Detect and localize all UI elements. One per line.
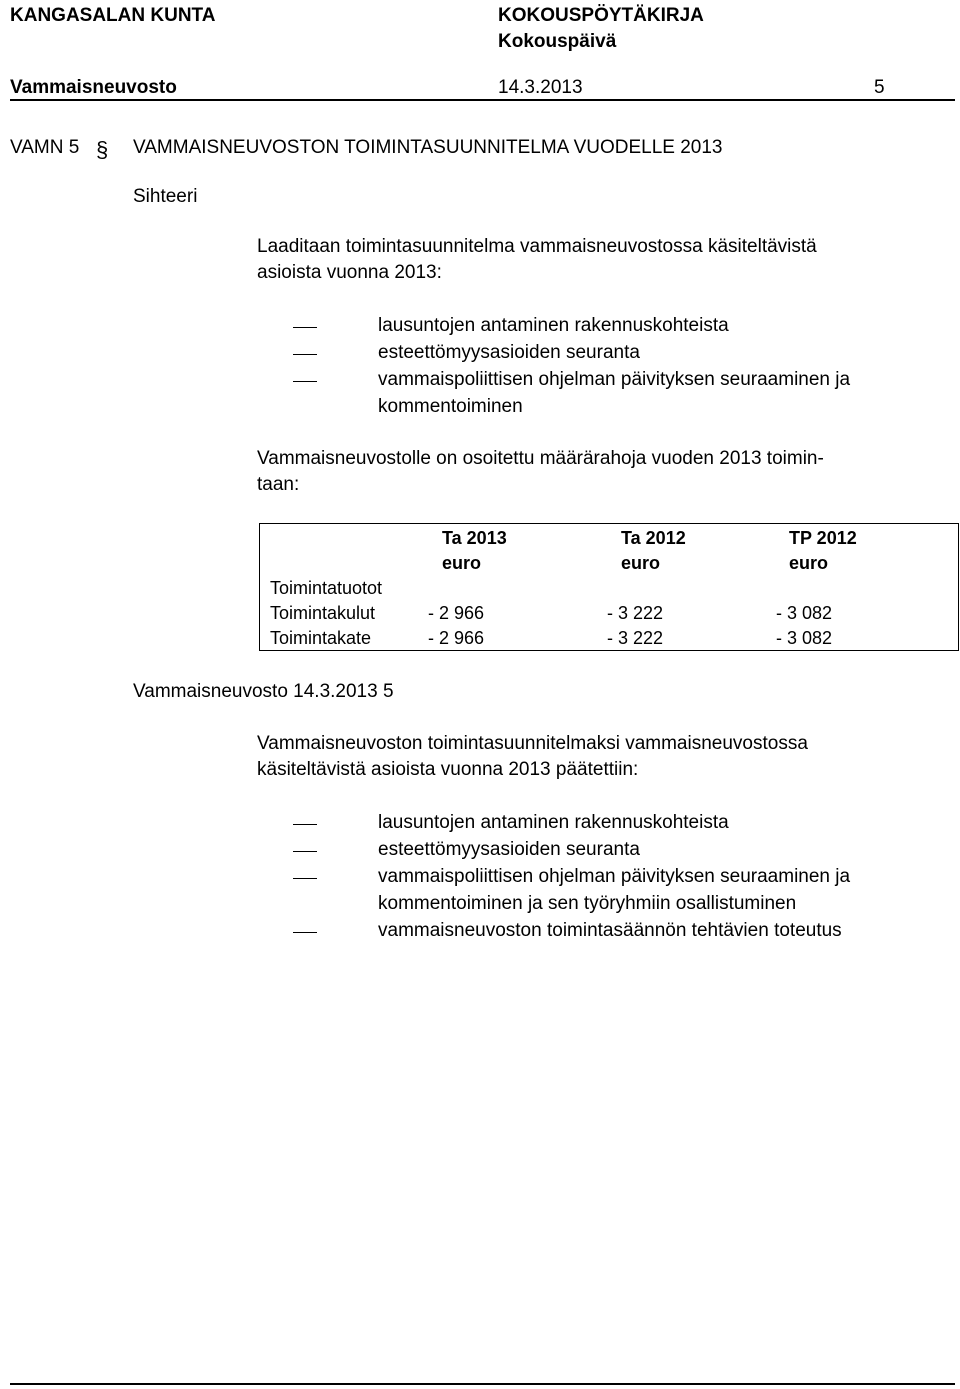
decision-intro-line: Vammaisneuvoston toimintasuunnitelmaksi vammaisneuvostossa	[257, 733, 808, 754]
meeting-date-label: Kokouspäivä	[498, 31, 617, 52]
bullet-dash	[293, 878, 317, 879]
list-item: lausuntojen antaminen rakennuskohteista	[378, 315, 729, 336]
preparer-label: Sihteeri	[133, 186, 198, 207]
column-unit: euro	[621, 553, 661, 573]
row-label: Toimintakulut	[270, 603, 376, 623]
column-header: TP 2012	[789, 528, 857, 548]
organization-name: KANGASALAN KUNTA	[10, 5, 216, 26]
list-item: lausuntojen antaminen rakennuskohteista	[378, 812, 729, 833]
list-item-continuation: kommentoiminen	[378, 396, 523, 417]
table-cell: - 3 082	[776, 628, 833, 648]
header-rule	[10, 99, 955, 101]
column-header: Ta 2013	[442, 528, 507, 548]
column-unit: euro	[789, 553, 829, 573]
table-cell: - 3 222	[607, 628, 664, 648]
row-label: Toimintakate	[270, 628, 372, 648]
document-type: KOKOUSPÖYTÄKIRJA	[498, 5, 704, 26]
item-title: VAMMAISNEUVOSTON TOIMINTASUUNNITELMA VUODELLE 2013	[133, 137, 723, 158]
budget-text: Vammaisneuvostolle on osoitettu määrärahoja vuoden 2013 toimin-	[257, 448, 824, 469]
bullet-dash	[293, 327, 317, 328]
list-item: esteettömyysasioiden seuranta	[378, 342, 640, 363]
bullet-dash	[293, 851, 317, 852]
column-unit: euro	[442, 553, 482, 573]
table-cell: - 2 966	[428, 603, 485, 623]
list-item: vammaispoliittisen ohjelman päivityksen seuraaminen ja	[378, 866, 851, 887]
intro-line: asioista vuonna 2013:	[257, 262, 442, 283]
meeting-date: 14.3.2013	[498, 77, 583, 98]
footer-rule	[10, 1383, 955, 1385]
decision-heading: Vammaisneuvosto 14.3.2013 5	[133, 681, 394, 702]
body-name: Vammaisneuvosto	[10, 77, 177, 98]
row-label: Toimintatuotot	[270, 578, 383, 598]
bullet-dash	[293, 824, 317, 825]
item-number: VAMN 5	[10, 137, 80, 158]
decision-intro-line: käsiteltävistä asioista vuonna 2013 päätettiin:	[257, 759, 639, 780]
budget-text: taan:	[257, 474, 300, 495]
list-item: vammaispoliittisen ohjelman päivityksen seuraaminen ja	[378, 369, 851, 390]
table-cell: - 3 082	[776, 603, 833, 623]
list-item: esteettömyysasioiden seuranta	[378, 839, 640, 860]
table-cell: - 3 222	[607, 603, 664, 623]
bullet-dash	[293, 354, 317, 355]
table-cell: - 2 966	[428, 628, 485, 648]
bullet-dash	[293, 932, 317, 933]
bullet-dash	[293, 381, 317, 382]
budget-table	[259, 523, 959, 651]
section-sign: §	[96, 137, 109, 162]
list-item-continuation: kommentoiminen ja sen työryhmiin osallistuminen	[378, 893, 797, 914]
column-header: Ta 2012	[621, 528, 686, 548]
page-number: 5	[874, 77, 885, 98]
intro-line: Laaditaan toimintasuunnitelma vammaisneuvostossa käsiteltävistä	[257, 236, 817, 257]
list-item: vammaisneuvoston toimintasäännön tehtävien toteutus	[378, 920, 842, 941]
